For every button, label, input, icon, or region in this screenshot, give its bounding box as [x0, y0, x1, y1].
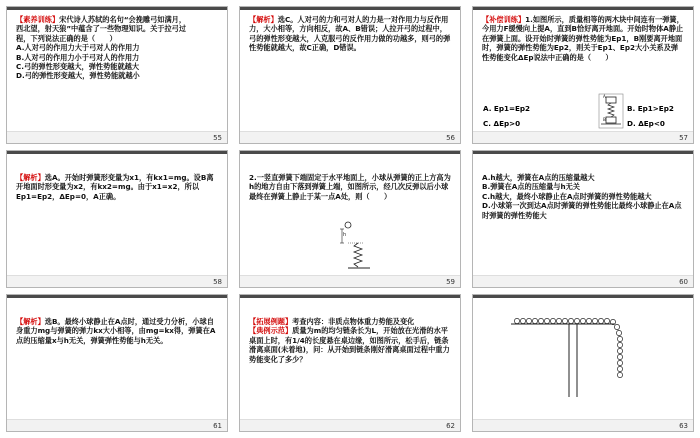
slide-thumbnail-57[interactable]: [472, 6, 694, 144]
slide-number: 56: [446, 134, 455, 142]
slide-number: 58: [213, 278, 222, 286]
explanation-text: 选C。人对弓的力和弓对人的力是一对作用力与反作用力，大小相等，方向相反，故A、B错误；人拉开弓的过程中，弓的弹性形变越大，人克服弓的反作用力做的功越多，则弓的弹性势能就越大，故C正确，D错误。: [249, 15, 451, 53]
slide-content: [249, 15, 452, 129]
section-tag: 【解析】: [16, 173, 45, 182]
option-d: D.弓的弹性形变越大，弹性势能就越小: [16, 71, 140, 81]
slide-footer: [473, 131, 693, 143]
slide-number: 60: [679, 278, 688, 286]
slide-top-bar: [473, 295, 693, 298]
section-tag: 【拓展例题】: [249, 317, 293, 326]
slide-top-bar: [240, 151, 460, 154]
slide-thumbnail-59[interactable]: [239, 150, 461, 288]
slide-thumbnail-55[interactable]: [6, 6, 228, 144]
section-tag: 【解析】: [16, 317, 45, 326]
explanation-text: 选A。开始时弹簧形变量为x1，有kx1=mg。设B离开地面时形变量为x2，有kx2=mg。由于x1=x2，所以Ep1=Ep2，ΔEp=0，A正确。: [16, 173, 214, 201]
question-text: 1.如图所示，质量相等的两木块中间连有一弹簧，今用力F缓慢向上提A，直到B恰好离开地面。开始时物体A静止在弹簧上面。设开始时弹簧的弹性势能为Ep1，B刚要离开地面时，弹簧的弹性势能为Ep2，则关于Ep1、Ep2大小关系及弹性势能变化ΔEp说法中正确的是（ ）: [482, 15, 684, 62]
slide-number: 63: [679, 422, 688, 430]
question-text: 宋代诗人苏轼的名句“会挽雕弓如满月，: [59, 15, 187, 24]
explanation-text: 选B。最终小球静止在A点时，通过受力分析，小球自身重力mg与弹簧的弹力kx大小相等，由mg=kx得，弹簧在A点的压缩量x与h无关，弹簧弹性势能与h无关。: [16, 317, 216, 345]
slide-footer: [7, 275, 227, 287]
slide-footer: [473, 419, 693, 431]
option-b: B. Ep1>Ep2: [627, 104, 674, 113]
question-text: 程，下列说法正确的是（ ）: [16, 33, 117, 43]
slide-footer: [473, 275, 693, 287]
options-right: [627, 101, 674, 131]
slide-content: [249, 317, 452, 417]
spring-blocks-figure: [597, 93, 625, 129]
slide-content: [16, 317, 219, 417]
options-left: [483, 101, 530, 131]
slide-thumbnail-62[interactable]: [239, 294, 461, 432]
slide-number: 57: [679, 134, 688, 142]
slide-number: 62: [446, 422, 455, 430]
figure-label-a: A: [603, 94, 606, 99]
option-c: C.h越大，最终小球静止在A点时弹簧的弹性势能越大: [482, 191, 652, 201]
slide-top-bar: [473, 151, 693, 154]
slide-number: 55: [213, 134, 222, 142]
option-d: D.小球第一次到达A点时弹簧的弹性势能比最终小球静止在A点时弹簧的弹性势能大: [482, 201, 682, 220]
option-d: D. ΔEp<0: [627, 119, 665, 128]
option-b: B.弹簧在A点的压缩量与h无关: [482, 182, 580, 192]
slide-footer: [240, 275, 460, 287]
option-b: B.人对弓的作用力小于弓对人的作用力: [16, 52, 140, 62]
slide-content: [16, 15, 219, 129]
section-tag: 【典例示范】: [249, 326, 293, 336]
slide-number: 61: [213, 422, 222, 430]
chain-table-figure: [509, 315, 659, 399]
slide-top-bar: [240, 295, 460, 298]
spring-ball-figure: [338, 221, 378, 273]
option-a: A. Ep1=Ep2: [483, 104, 531, 113]
slide-thumbnail-63[interactable]: [472, 294, 694, 432]
section-tag: 【素养训练】: [16, 15, 60, 24]
slide-footer: [7, 419, 227, 431]
slide-top-bar: [7, 151, 227, 154]
question-text: 2.一竖直弹簧下端固定于水平地面上，小球从弹簧的正上方高为h的地方自由下落到弹簧上端，如图所示，经几次反弹以后小球最终在弹簧上静止于某一点A处，则（ ）: [249, 173, 451, 201]
section-tag: 【解析】: [249, 15, 278, 24]
question-text: 质量为m的均匀链条长为L，开始放在光滑的水平桌面上时，有1/4的长度悬在桌边缘，如图所示，松手后，链条滑离桌面(未着地)，问：从开始到链条刚好滑离桌面过程中重力势能变化了多少？: [249, 326, 450, 364]
slide-content: [16, 173, 219, 273]
option-c: C. ΔEp>0: [483, 119, 521, 128]
slide-footer: [240, 131, 460, 143]
slide-thumbnail-60[interactable]: [472, 150, 694, 288]
slide-top-bar: [7, 295, 227, 298]
slide-number: 59: [446, 278, 455, 286]
slide-footer: [240, 419, 460, 431]
figure-label-b: B: [603, 117, 606, 122]
section-tag: 【补偿训练】: [482, 15, 526, 24]
slide-top-bar: [473, 7, 693, 10]
option-a: A.人对弓的作用力大于弓对人的作用力: [16, 43, 140, 53]
question-text: 西北望，射天狼”中蕴含了一些物理知识。关于拉弓过: [16, 24, 187, 34]
option-c: C.弓的弹性形变越大，弹性势能就越大: [16, 62, 140, 72]
slide-footer: [7, 131, 227, 143]
option-a: A.h越大，弹簧在A点的压缩量越大: [482, 173, 595, 182]
slide-thumbnail-56[interactable]: [239, 6, 461, 144]
slide-top-bar: [7, 7, 227, 10]
slide-thumbnail-58[interactable]: [6, 150, 228, 288]
slide-content: [482, 173, 685, 273]
topic-title: 考查内容：非质点物体重力势能及变化: [292, 317, 415, 326]
slide-top-bar: [240, 7, 460, 10]
figure-label-h: h: [343, 232, 347, 238]
slide-thumbnail-61[interactable]: [6, 294, 228, 432]
